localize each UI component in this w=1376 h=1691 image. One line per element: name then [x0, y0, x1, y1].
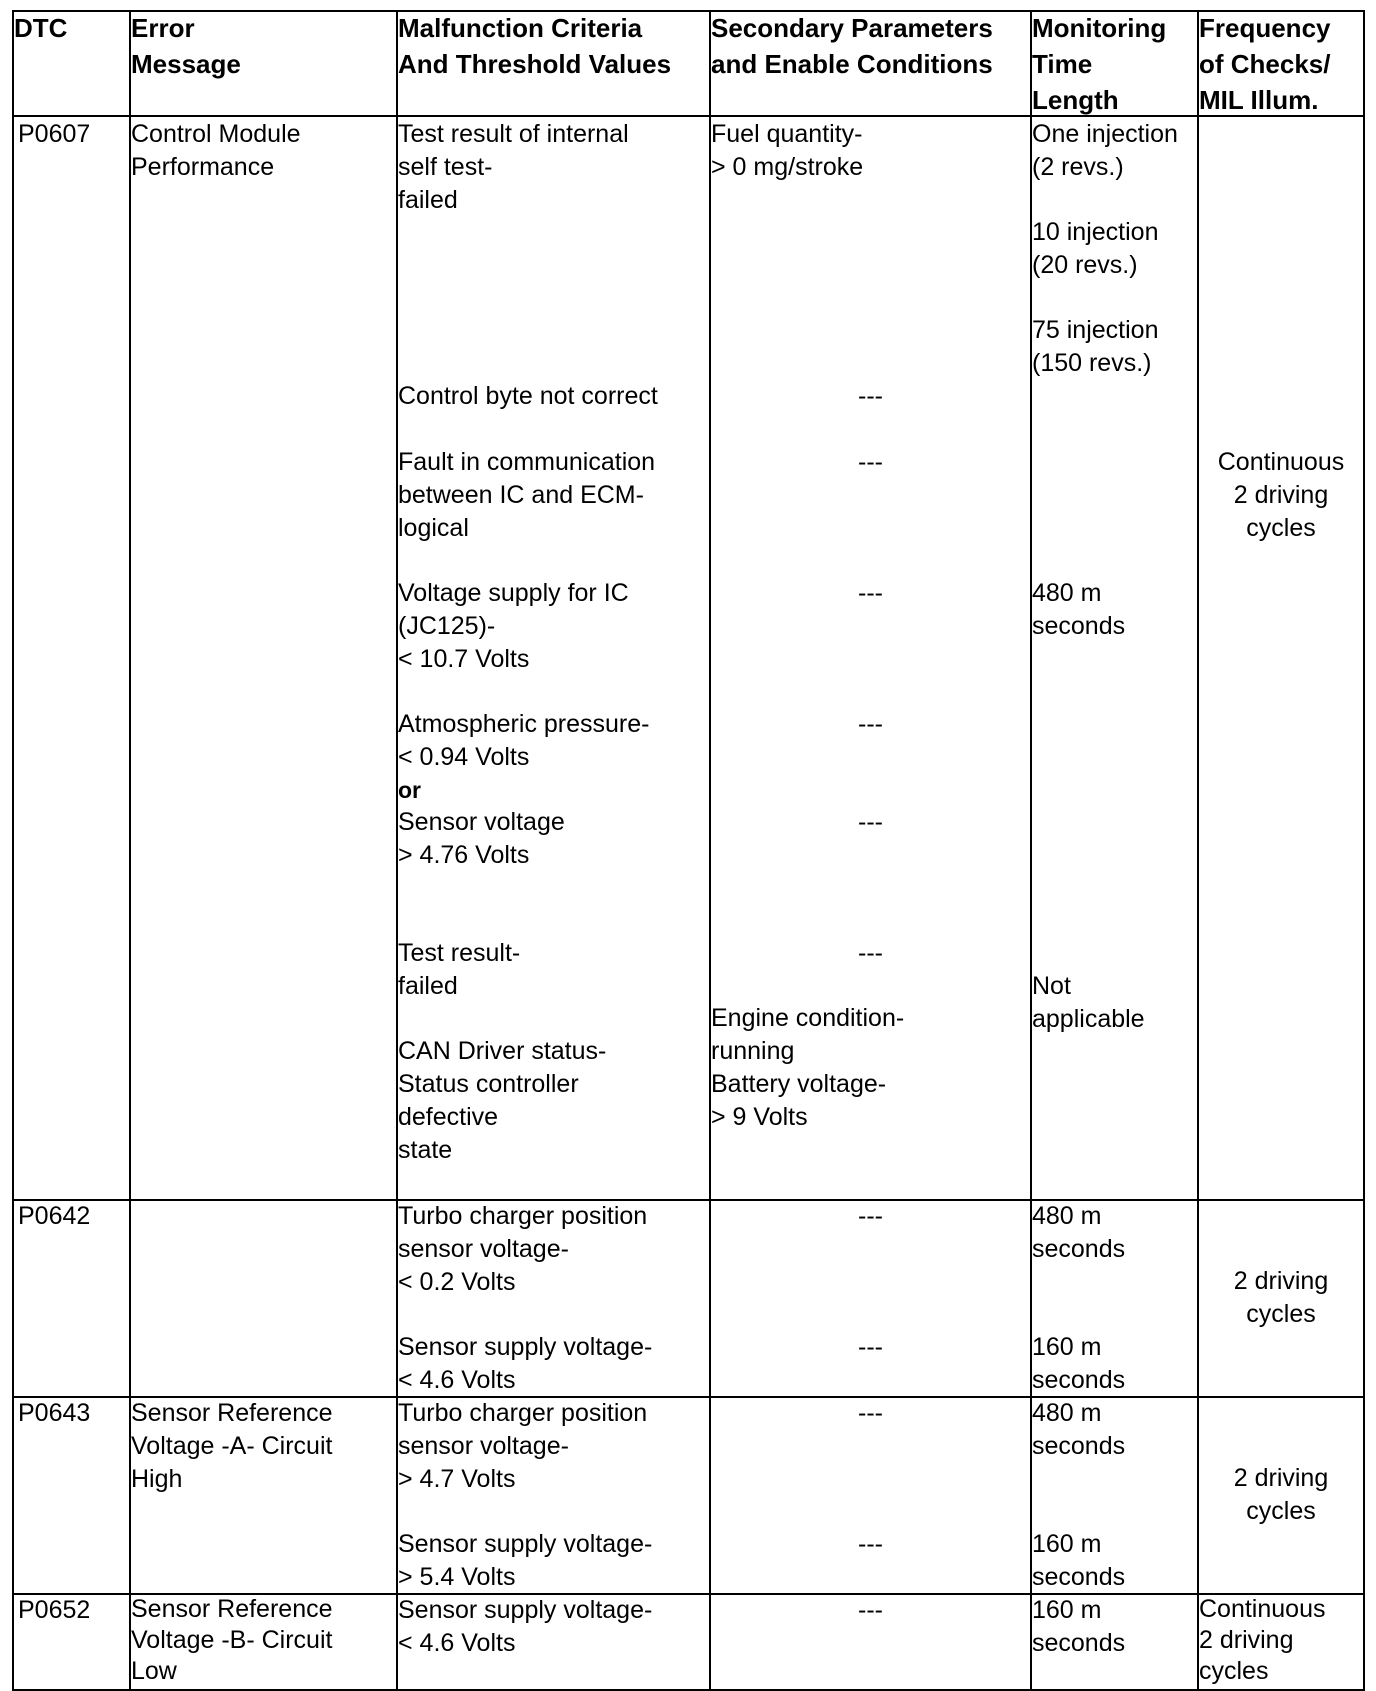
p0643-error-message: Sensor Reference Voltage -A- Circuit High [131, 1399, 333, 1493]
p0607-monitoring-2: 10 injection (20 revs.) [1032, 218, 1159, 279]
p0607-secondary-4: --- [858, 579, 883, 607]
p0642-criteria-1: Turbo charger position sensor voltage- < 0.2 Volts [398, 1202, 648, 1296]
p0643-criteria-2: Sensor supply voltage- > 5.4 Volts [398, 1530, 653, 1591]
p0643-secondary-2: --- [858, 1530, 883, 1558]
p0607-secondary-3: --- [858, 448, 883, 476]
p0643-dtc: P0643 [18, 1399, 91, 1427]
p0607-secondary-6: --- [858, 808, 883, 836]
p0607-criteria-8: CAN Driver status- Status controller defective state [398, 1037, 607, 1164]
col-border-left [12, 10, 14, 1691]
p0642-monitoring-1: 480 m seconds [1032, 1202, 1126, 1263]
p0607-criteria-7: Test result- failed [398, 939, 521, 1000]
header-malfunction-criteria: Malfunction Criteria And Threshold Values [398, 13, 672, 79]
p0607-criteria-or: or [398, 777, 421, 803]
p0642-monitoring-2: 160 m seconds [1032, 1333, 1126, 1394]
p0607-criteria-4: Voltage supply for IC (JC125)- < 10.7 Volts [398, 579, 629, 673]
p0607-secondary-8: Engine condition- running Battery voltage- > 9 Volts [711, 1004, 905, 1131]
p0652-dtc: P0652 [18, 1596, 91, 1624]
p0652-frequency: Continuous 2 driving cycles [1199, 1595, 1326, 1685]
p0642-frequency: 2 driving cycles [1233, 1267, 1329, 1328]
p0607-criteria-1: Test result of internal self test- failed [398, 120, 629, 214]
p0652-secondary-1: --- [858, 1596, 883, 1624]
p0643-frequency: 2 driving cycles [1233, 1464, 1329, 1525]
p0643-monitoring-1: 480 m seconds [1032, 1399, 1126, 1460]
p0607-monitoring-1: One injection (2 revs.) [1032, 120, 1178, 181]
p0643-criteria-1: Turbo charger position sensor voltage- > 4.7 Volts [398, 1399, 648, 1493]
p0607-criteria-3: Fault in communication between IC and ECM- logical [398, 448, 656, 542]
header-dtc: DTC [14, 13, 68, 43]
p0607-secondary-5: --- [858, 710, 883, 738]
p0607-criteria-2: Control byte not correct [398, 382, 658, 410]
p0643-secondary-1: --- [858, 1399, 883, 1427]
header-frequency: Frequency of Checks/ MIL Illum. [1199, 13, 1331, 115]
p0607-secondary-1: Fuel quantity- > 0 mg/stroke [711, 120, 864, 181]
header-secondary-parameters: Secondary Parameters and Enable Conditions [711, 13, 993, 79]
p0642-criteria-2: Sensor supply voltage- < 4.6 Volts [398, 1333, 653, 1394]
header-monitoring-time: Monitoring Time Length [1032, 13, 1167, 115]
p0607-monitoring-3: 75 injection (150 revs.) [1032, 316, 1159, 377]
p0652-criteria-1: Sensor supply voltage- < 4.6 Volts [398, 1596, 653, 1657]
p0607-monitoring-4: 480 m seconds [1032, 579, 1126, 640]
p0607-criteria-5: Atmospheric pressure- < 0.94 Volts [398, 710, 650, 771]
col-border-criteria [709, 10, 711, 1691]
p0642-dtc: P0642 [18, 1202, 91, 1230]
p0607-monitoring-5: Not applicable [1032, 972, 1145, 1033]
p0607-secondary-7: --- [858, 939, 883, 967]
p0607-error-message: Control Module Performance [131, 120, 301, 181]
p0643-monitoring-2: 160 m seconds [1032, 1530, 1126, 1591]
p0607-dtc: P0607 [18, 120, 91, 148]
p0652-error-message: Sensor Reference Voltage -B- Circuit Low [131, 1595, 333, 1685]
p0642-secondary-1: --- [858, 1202, 883, 1230]
p0607-criteria-6: Sensor voltage > 4.76 Volts [398, 808, 565, 869]
col-border-right [1363, 10, 1365, 1691]
p0607-secondary-2: --- [858, 382, 883, 410]
header-error-message: Error Message [131, 13, 241, 79]
col-border-monitoring [1197, 10, 1199, 1691]
p0607-frequency: Continuous 2 driving cycles [1217, 448, 1345, 542]
row-divider-p0642 [12, 1199, 1365, 1201]
p0652-monitoring-1: 160 m seconds [1032, 1596, 1126, 1657]
p0642-secondary-2: --- [858, 1333, 883, 1361]
